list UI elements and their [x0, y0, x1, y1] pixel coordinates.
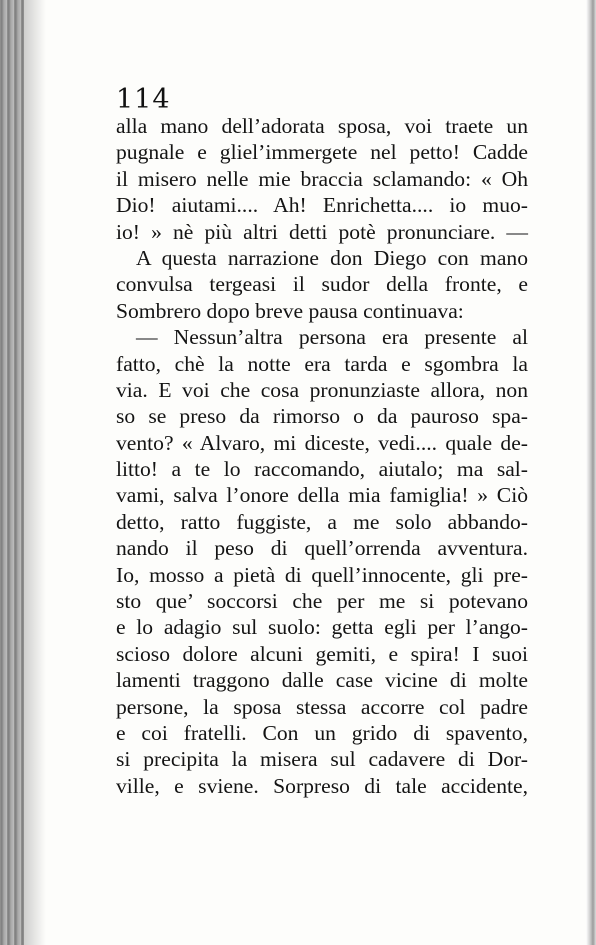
text-line: litto! a te lo raccomando, aiutalo; ma sal-: [116, 457, 528, 482]
text-line: scioso dolore alcuni gemiti, e spira! I suoi: [116, 641, 528, 666]
text-line: nando il peso di quell’orrenda avventura.: [116, 536, 528, 561]
page-gutter-shadow: [0, 0, 24, 945]
text-line: so se preso da rimorso o da pauroso spa-: [116, 404, 528, 429]
text-line: persone, la sposa stessa accorre col padre: [116, 694, 528, 719]
text-line: lamenti traggono dalle case vicine di molte: [116, 668, 528, 693]
text-line: fatto, chè la notte era tarda e sgombra la: [116, 351, 528, 376]
text-line: via. E voi che cosa pronunziaste allora, non: [116, 377, 528, 402]
text-line: — Nessun’altra persona era presente al: [136, 325, 528, 350]
text-line: alla mano dell’adorata sposa, voi traete un: [116, 114, 528, 138]
text-line: convulsa tergeasi il sudor della fronte, e: [116, 272, 528, 297]
text-line: io! » nè più altri detti potè pronunciare. —: [116, 219, 528, 244]
text-line: vami, salva l’onore della mia famiglia! » Ciò: [116, 483, 528, 508]
text-line: vento? « Alvaro, mi diceste, vedi.... quale de-: [116, 430, 528, 455]
text-line: Sombrero dopo breve pausa continuava:: [116, 298, 464, 323]
text-line: il misero nelle mie braccia sclamando: « Oh: [116, 166, 528, 191]
text-line: e lo adagio sul suolo: getta egli per l’ango-: [116, 615, 528, 640]
page-gutter-fade: [24, 0, 46, 945]
page-number: 114: [116, 84, 171, 115]
text-line: Io, mosso a pietà di quell’innocente, gli pre-: [116, 562, 528, 587]
text-line: ville, e sviene. Sorpreso di tale accidente,: [116, 773, 528, 798]
page-edge-shadow: [586, 0, 596, 945]
text-line: A questa narrazione don Diego con mano: [136, 245, 528, 270]
text-line: si precipita la misera sul cadavere di Dor-: [116, 747, 528, 772]
text-line: Dio! aiutami.... Ah! Enrichetta.... io muo-: [116, 193, 528, 218]
text-line: sto que’ soccorsi che per me si potevano: [116, 589, 528, 614]
text-line: detto, ratto fuggiste, a me solo abbando-: [116, 509, 528, 534]
text-line: pugnale e gliel’immergete nel petto! Cadde: [116, 140, 528, 165]
body-text: [116, 113, 528, 799]
text-line: e coi fratelli. Con un grido di spavento,: [116, 720, 528, 745]
